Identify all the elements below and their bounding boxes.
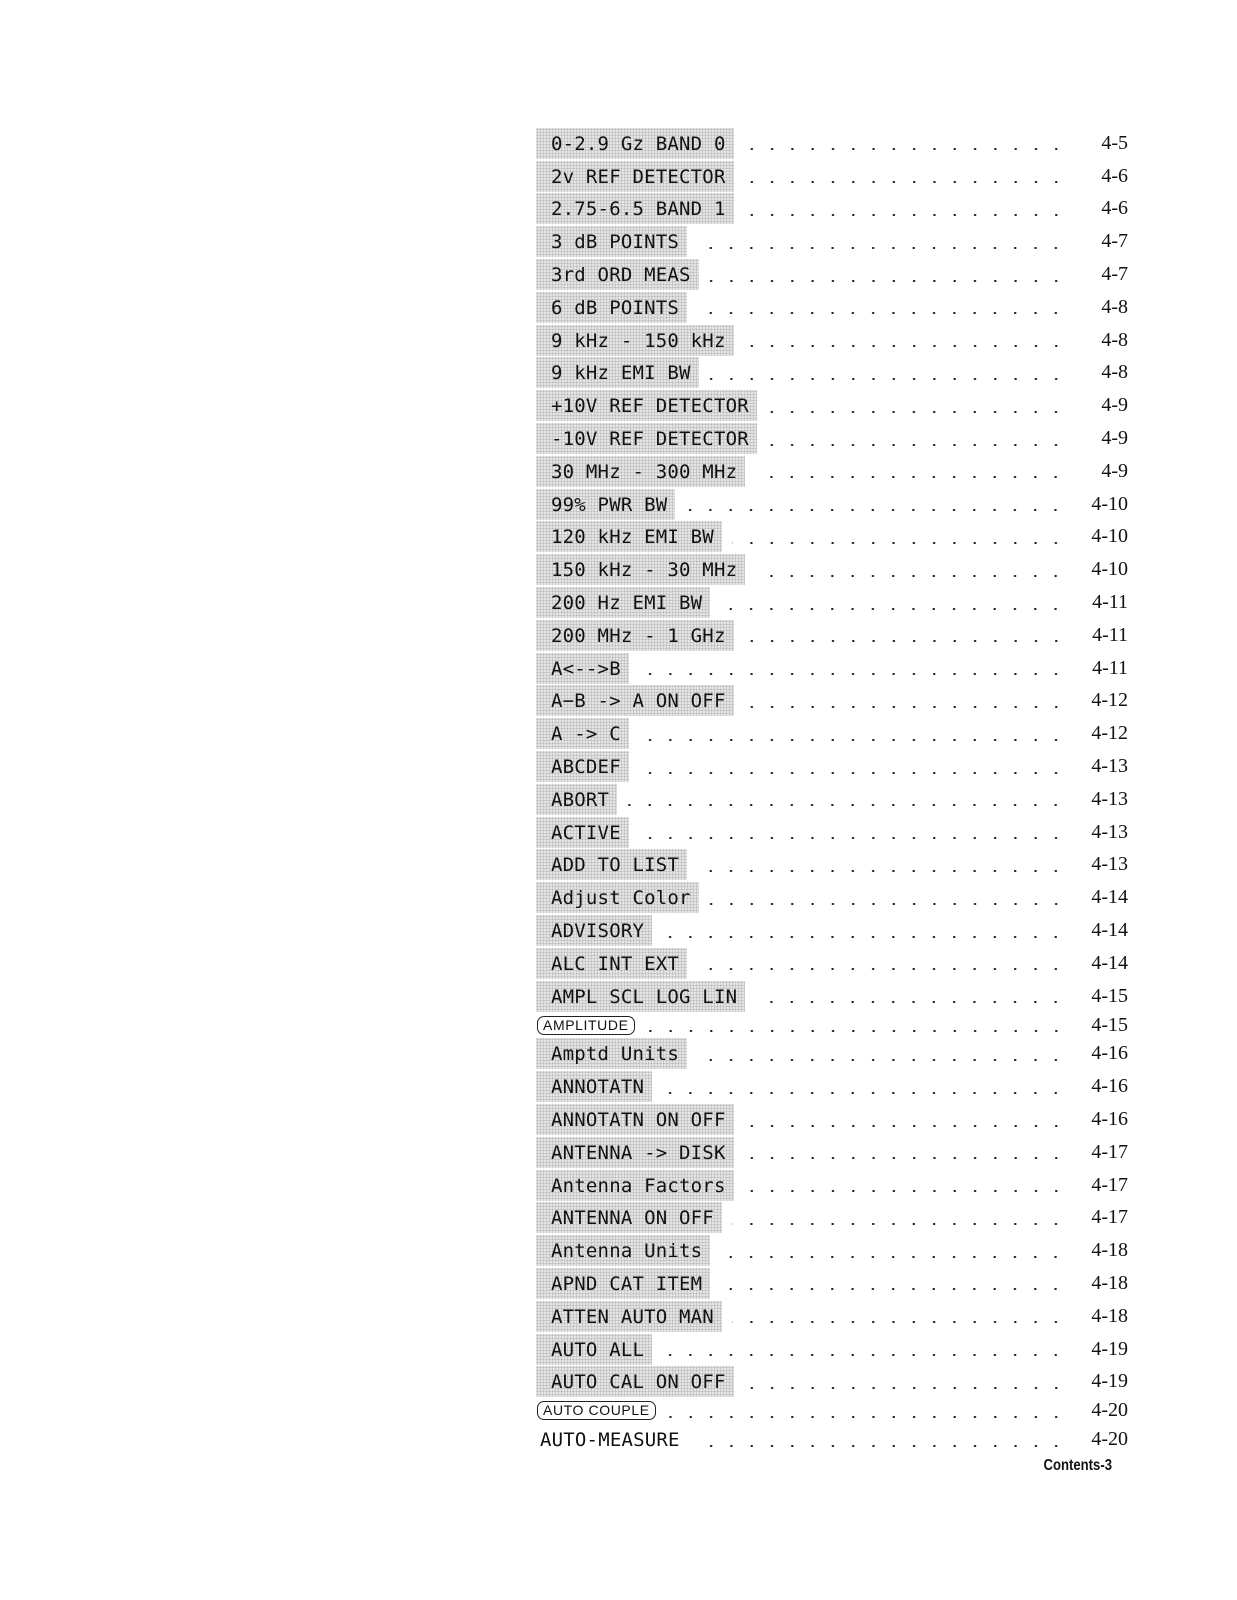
entry-page-number: 4-13 [1091, 820, 1128, 843]
toc-entry [536, 717, 1128, 750]
toc-entry [536, 1103, 1128, 1136]
dot-leader [639, 772, 1066, 774]
softkey-label: 30 MHz - 300 MHz [536, 456, 745, 487]
softkey-label: Adjust Color [536, 882, 699, 913]
dot-leader [744, 640, 1066, 642]
dot-leader [662, 936, 1066, 938]
dot-leader [709, 280, 1066, 282]
entry-page-number: 4-13 [1091, 853, 1128, 876]
entry-page-number: 4-8 [1101, 361, 1128, 384]
softkey-label: ATTEN AUTO MAN [536, 1301, 722, 1332]
softkey-label: AMPL SCL LOG LIN [536, 981, 745, 1012]
toc-entry [536, 1300, 1128, 1333]
toc-entry [536, 488, 1128, 521]
entry-page-number: 4-9 [1101, 427, 1128, 450]
entry-page-number: 4-10 [1091, 525, 1128, 548]
dot-leader [662, 1354, 1066, 1356]
entry-page-number: 4-7 [1101, 230, 1128, 253]
dot-leader [720, 608, 1066, 610]
dot-leader [697, 1059, 1066, 1061]
dot-leader [744, 1387, 1066, 1389]
softkey-label: AUTO ALL [536, 1334, 652, 1365]
dot-leader [645, 1030, 1066, 1032]
entry-page-number: 4-8 [1101, 328, 1128, 351]
softkey-label: Amptd Units [536, 1038, 687, 1069]
dot-leader [720, 1256, 1066, 1258]
dot-leader [709, 378, 1066, 380]
toc-entry [536, 1267, 1128, 1300]
toc-entry [536, 1333, 1128, 1366]
toc-entry [536, 324, 1128, 357]
dot-leader [744, 1190, 1066, 1192]
softkey-label: A<-->B [536, 653, 629, 684]
entry-page-number: 4-18 [1091, 1271, 1128, 1294]
softkey-label: 200 MHz - 1 GHz [536, 620, 734, 651]
entry-page-number: 4-12 [1091, 722, 1128, 745]
toc-entry [536, 193, 1128, 226]
toc-entry [536, 619, 1128, 652]
dot-leader [744, 1125, 1066, 1127]
entry-page-number: 4-9 [1101, 459, 1128, 482]
softkey-label: APND CAT ITEM [536, 1268, 710, 1299]
dot-leader [744, 148, 1066, 150]
softkey-label: ANTENNA ON OFF [536, 1202, 722, 1233]
entry-page-number: 4-17 [1091, 1206, 1128, 1229]
toc-entry [536, 258, 1128, 291]
entry-page-number: 4-6 [1101, 164, 1128, 187]
toc-entry [536, 1169, 1128, 1202]
softkey-label: A -> C [536, 718, 629, 749]
entry-page-number: 4-11 [1092, 591, 1128, 614]
entry-page-number: 4-15 [1091, 984, 1128, 1007]
toc-list [536, 127, 1128, 1456]
softkey-label: ABORT [536, 784, 617, 815]
toc-entry [536, 521, 1128, 554]
entry-page-number: 4-13 [1091, 755, 1128, 778]
entry-page-number: 4-16 [1091, 1108, 1128, 1130]
entry-page-number: 4-11 [1092, 623, 1128, 646]
entry-page-number: 4-12 [1091, 689, 1128, 712]
entry-page-number: 4-9 [1101, 394, 1128, 417]
dot-leader [696, 1445, 1066, 1447]
softkey-label: ANNOTATN [536, 1071, 652, 1102]
toc-entry [536, 225, 1128, 258]
toc-entry [536, 652, 1128, 685]
toc-entry [536, 914, 1128, 947]
dot-leader [744, 345, 1066, 347]
softkey-label: ADVISORY [536, 915, 652, 946]
hardkey-label: AUTO COUPLE [537, 1401, 656, 1420]
dot-leader [639, 673, 1066, 675]
softkey-label: 2v REF DETECTOR [536, 161, 734, 192]
softkey-label: 150 kHz - 30 MHz [536, 554, 745, 585]
dot-leader [767, 444, 1066, 446]
softkey-label: 9 kHz - 150 kHz [536, 325, 734, 356]
dot-leader [732, 1223, 1066, 1225]
dot-leader [755, 1001, 1066, 1003]
dot-leader [744, 181, 1066, 183]
softkey-label: AUTO CAL ON OFF [536, 1366, 734, 1397]
entry-page-number: 4-14 [1091, 951, 1128, 974]
toc-entry [536, 1013, 1128, 1038]
toc-entry [536, 160, 1128, 193]
softkey-label: 0-2.9 Gz BAND 0 [536, 128, 734, 159]
toc-entry [536, 553, 1128, 586]
entry-page-number: 4-13 [1091, 787, 1128, 810]
toc-entry [536, 291, 1128, 324]
toc-entry [536, 1070, 1128, 1103]
entry-page-number: 4-5 [1101, 131, 1128, 154]
softkey-label: Antenna Units [536, 1235, 710, 1266]
dot-leader [697, 312, 1066, 314]
entry-page-number: 4-17 [1091, 1140, 1128, 1163]
entry-page-number: 4-19 [1091, 1370, 1128, 1393]
toc-entry [536, 783, 1128, 816]
entry-page-number: 4-8 [1101, 295, 1128, 318]
softkey-label: ALC INT EXT [536, 948, 687, 979]
dot-leader [744, 706, 1066, 708]
softkey-label: 200 Hz EMI BW [536, 587, 710, 618]
softkey-label: ADD TO LIST [536, 849, 687, 880]
softkey-label: ACTIVE [536, 817, 629, 848]
softkey-label: ANTENNA -> DISK [536, 1137, 734, 1168]
toc-entry [536, 816, 1128, 849]
entry-page-number: 4-6 [1101, 197, 1128, 220]
toc-entry [536, 881, 1128, 914]
toc-entry [536, 947, 1128, 980]
dot-leader [627, 804, 1066, 806]
softkey-label: 120 kHz EMI BW [536, 521, 722, 552]
toc-entry [536, 586, 1128, 619]
entry-page-number: 4-20 [1091, 1428, 1128, 1451]
toc-entry [536, 422, 1128, 455]
toc-entry [536, 750, 1128, 783]
dot-leader [732, 1321, 1066, 1323]
entry-page-number: 4-15 [1091, 1013, 1128, 1036]
softkey-label: 9 kHz EMI BW [536, 357, 699, 388]
entry-page-number: 4-19 [1091, 1337, 1128, 1360]
toc-entry [536, 1398, 1128, 1423]
toc-entry [536, 1038, 1128, 1071]
entry-page-number: 4-18 [1091, 1304, 1128, 1327]
toc-entry [536, 1234, 1128, 1267]
toc-entry [536, 389, 1128, 422]
softkey-label: 3rd ORD MEAS [536, 259, 699, 290]
softkey-label: +10V REF DETECTOR [536, 390, 757, 421]
dot-leader [709, 903, 1066, 905]
toc-entry [536, 357, 1128, 390]
entry-page-number: 4-14 [1091, 919, 1128, 942]
entry-page-number: 4-10 [1091, 492, 1128, 515]
entry-page-number: 4-10 [1091, 558, 1128, 581]
dot-leader [639, 837, 1066, 839]
toc-entry [536, 1136, 1128, 1169]
hardkey-label: AMPLITUDE [537, 1016, 635, 1035]
page-footer: Contents-3 [1043, 1457, 1112, 1474]
dot-leader [697, 968, 1066, 970]
dot-leader [720, 1288, 1066, 1290]
dot-leader [697, 870, 1066, 872]
dot-leader [744, 1157, 1066, 1159]
entry-page-number: 4-20 [1091, 1399, 1128, 1422]
entry-page-number: 4-16 [1091, 1042, 1128, 1065]
softkey-label: 2.75-6.5 BAND 1 [536, 193, 734, 224]
entry-page-number: 4-16 [1091, 1075, 1128, 1098]
toc-entry [536, 685, 1128, 718]
entry-label: AUTO-MEASURE [536, 1424, 686, 1455]
softkey-label: ANNOTATN ON OFF [536, 1104, 734, 1135]
dot-leader [666, 1416, 1066, 1418]
dot-leader [732, 542, 1066, 544]
entry-page-number: 4-18 [1091, 1239, 1128, 1262]
entry-page-number: 4-11 [1092, 656, 1128, 679]
softkey-label: -10V REF DETECTOR [536, 423, 757, 454]
entry-page-number: 4-14 [1091, 886, 1128, 909]
toc-entry [536, 1365, 1128, 1398]
toc-entry [536, 1202, 1128, 1235]
toc-entry [536, 455, 1128, 488]
softkey-label: 6 dB POINTS [536, 292, 687, 323]
softkey-label: ABCDEF [536, 751, 629, 782]
toc-entry [536, 849, 1128, 882]
entry-page-number: 4-17 [1091, 1173, 1128, 1196]
dot-leader [767, 411, 1066, 413]
entry-page-number: 4-7 [1101, 263, 1128, 286]
softkey-label: Antenna Factors [536, 1170, 734, 1201]
dot-leader [662, 1092, 1066, 1094]
softkey-label: 3 dB POINTS [536, 226, 687, 257]
softkey-label: 99% PWR BW [536, 489, 675, 520]
toc-entry [536, 1423, 1128, 1456]
dot-leader [697, 247, 1066, 249]
dot-leader [755, 476, 1066, 478]
toc-entry [536, 127, 1128, 160]
softkey-label: A−B -> A ON OFF [536, 685, 734, 716]
toc-entry [536, 980, 1128, 1013]
dot-leader [744, 214, 1066, 216]
dot-leader [639, 739, 1066, 741]
dot-leader [755, 575, 1066, 577]
dot-leader [685, 509, 1066, 511]
